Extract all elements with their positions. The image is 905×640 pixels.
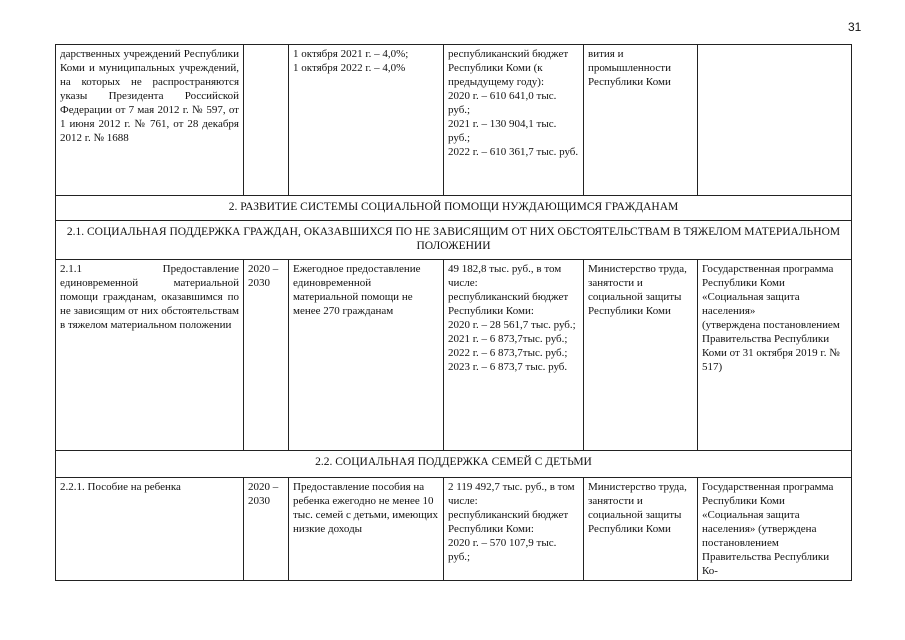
cell-years: [244, 45, 289, 196]
table-row-2-1-1: [56, 260, 852, 451]
cell-years: 2020 – 2030: [244, 478, 289, 581]
cell-result: Предоставление пособия на ребенка ежегодно не менее 10 тыс. семей с детьми, имеющих низкие доходы: [289, 478, 444, 581]
cell-executor: Министерство труда, занятости и социальной защиты Республики Коми: [584, 260, 698, 451]
cell-program: [698, 45, 852, 196]
cell-name: 2.1.1 Предоставление единовременной материальной помощи гражданам, оказавшимся по не зависящим от них обстоятельствам в тяжелом материальном положении: [56, 260, 244, 451]
section-title: 2. РАЗВИТИЕ СИСТЕМЫ СОЦИАЛЬНОЙ ПОМОЩИ НУЖДАЮЩИМСЯ ГРАЖДАНАМ: [56, 196, 852, 221]
section-title: 2.2. СОЦИАЛЬНАЯ ПОДДЕРЖКА СЕМЕЙ С ДЕТЬМИ: [56, 451, 852, 478]
cell-finance: 2 119 492,7 тыс. руб., в том числе: республиканский бюджет Республики Коми: 2020 г. – 570 107,9 тыс. руб.;: [444, 478, 584, 581]
cell-finance: республиканский бюджет Республики Коми (к предыдущему году): 2020 г. – 610 641,0 тыс. руб.; 2021 г. – 130 904,1 тыс. руб.; 2022 г. – 610 361,7 тыс. руб.: [444, 45, 584, 196]
cell-years: 2020 – 2030: [244, 260, 289, 451]
cell-result: Ежегодное предоставление единовременной материальной помощи не менее 270 гражданам: [289, 260, 444, 451]
section-title: 2.1. СОЦИАЛЬНАЯ ПОДДЕРЖКА ГРАЖДАН, ОКАЗАВШИХСЯ ПО НЕ ЗАВИСЯЩИМ ОТ НИХ ОБСТОЯТЕЛЬСТВАМ В ТЯЖЕЛОМ МАТЕРИАЛЬНОМ ПОЛОЖЕНИИ: [56, 221, 852, 260]
section-heading-2-1: [56, 221, 852, 260]
table-row-continued: [56, 45, 852, 196]
page-number: 31: [848, 20, 862, 34]
section-heading-2-2: [56, 451, 852, 478]
cell-program: Государственная программа Республики Коми «Социальная защита населения» (утверждена постановлением Правительства Республики Коми от 31 октября 2019 г. № 517): [698, 260, 852, 451]
cell-program: Государственная программа Республики Коми «Социальная защита населения» (утверждена постановлением Правительства Республики Ко-: [698, 478, 852, 581]
cell-result: 1 октября 2021 г. – 4,0%; 1 октября 2022 г. – 4,0%: [289, 45, 444, 196]
cell-finance: 49 182,8 тыс. руб., в том числе: республиканский бюджет Республики Коми: 2020 г. – 28 561,7 тыс. руб.; 2021 г. – 6 873,7тыс. руб.; 2022 г. – 6 873,7тыс. руб.; 2023 г. – 6 873,7 тыс. руб.: [444, 260, 584, 451]
measures-table: [55, 44, 852, 581]
cell-executor: Министерство труда, занятости и социальной защиты Республики Коми: [584, 478, 698, 581]
section-heading-2: [56, 196, 852, 221]
cell-name: дарственных учреждений Республики Коми и муниципальных учреждений, на которых не распространяются указы Президента Российской Федерации от 7 мая 2012 г. № 597, от 1 июня 2012 г. № 761, от 28 декабря 2012 г. № 1688: [56, 45, 244, 196]
cell-name: 2.2.1. Пособие на ребенка: [56, 478, 244, 581]
cell-executor: вития и промышленности Республики Коми: [584, 45, 698, 196]
table-row-2-2-1: [56, 478, 852, 581]
